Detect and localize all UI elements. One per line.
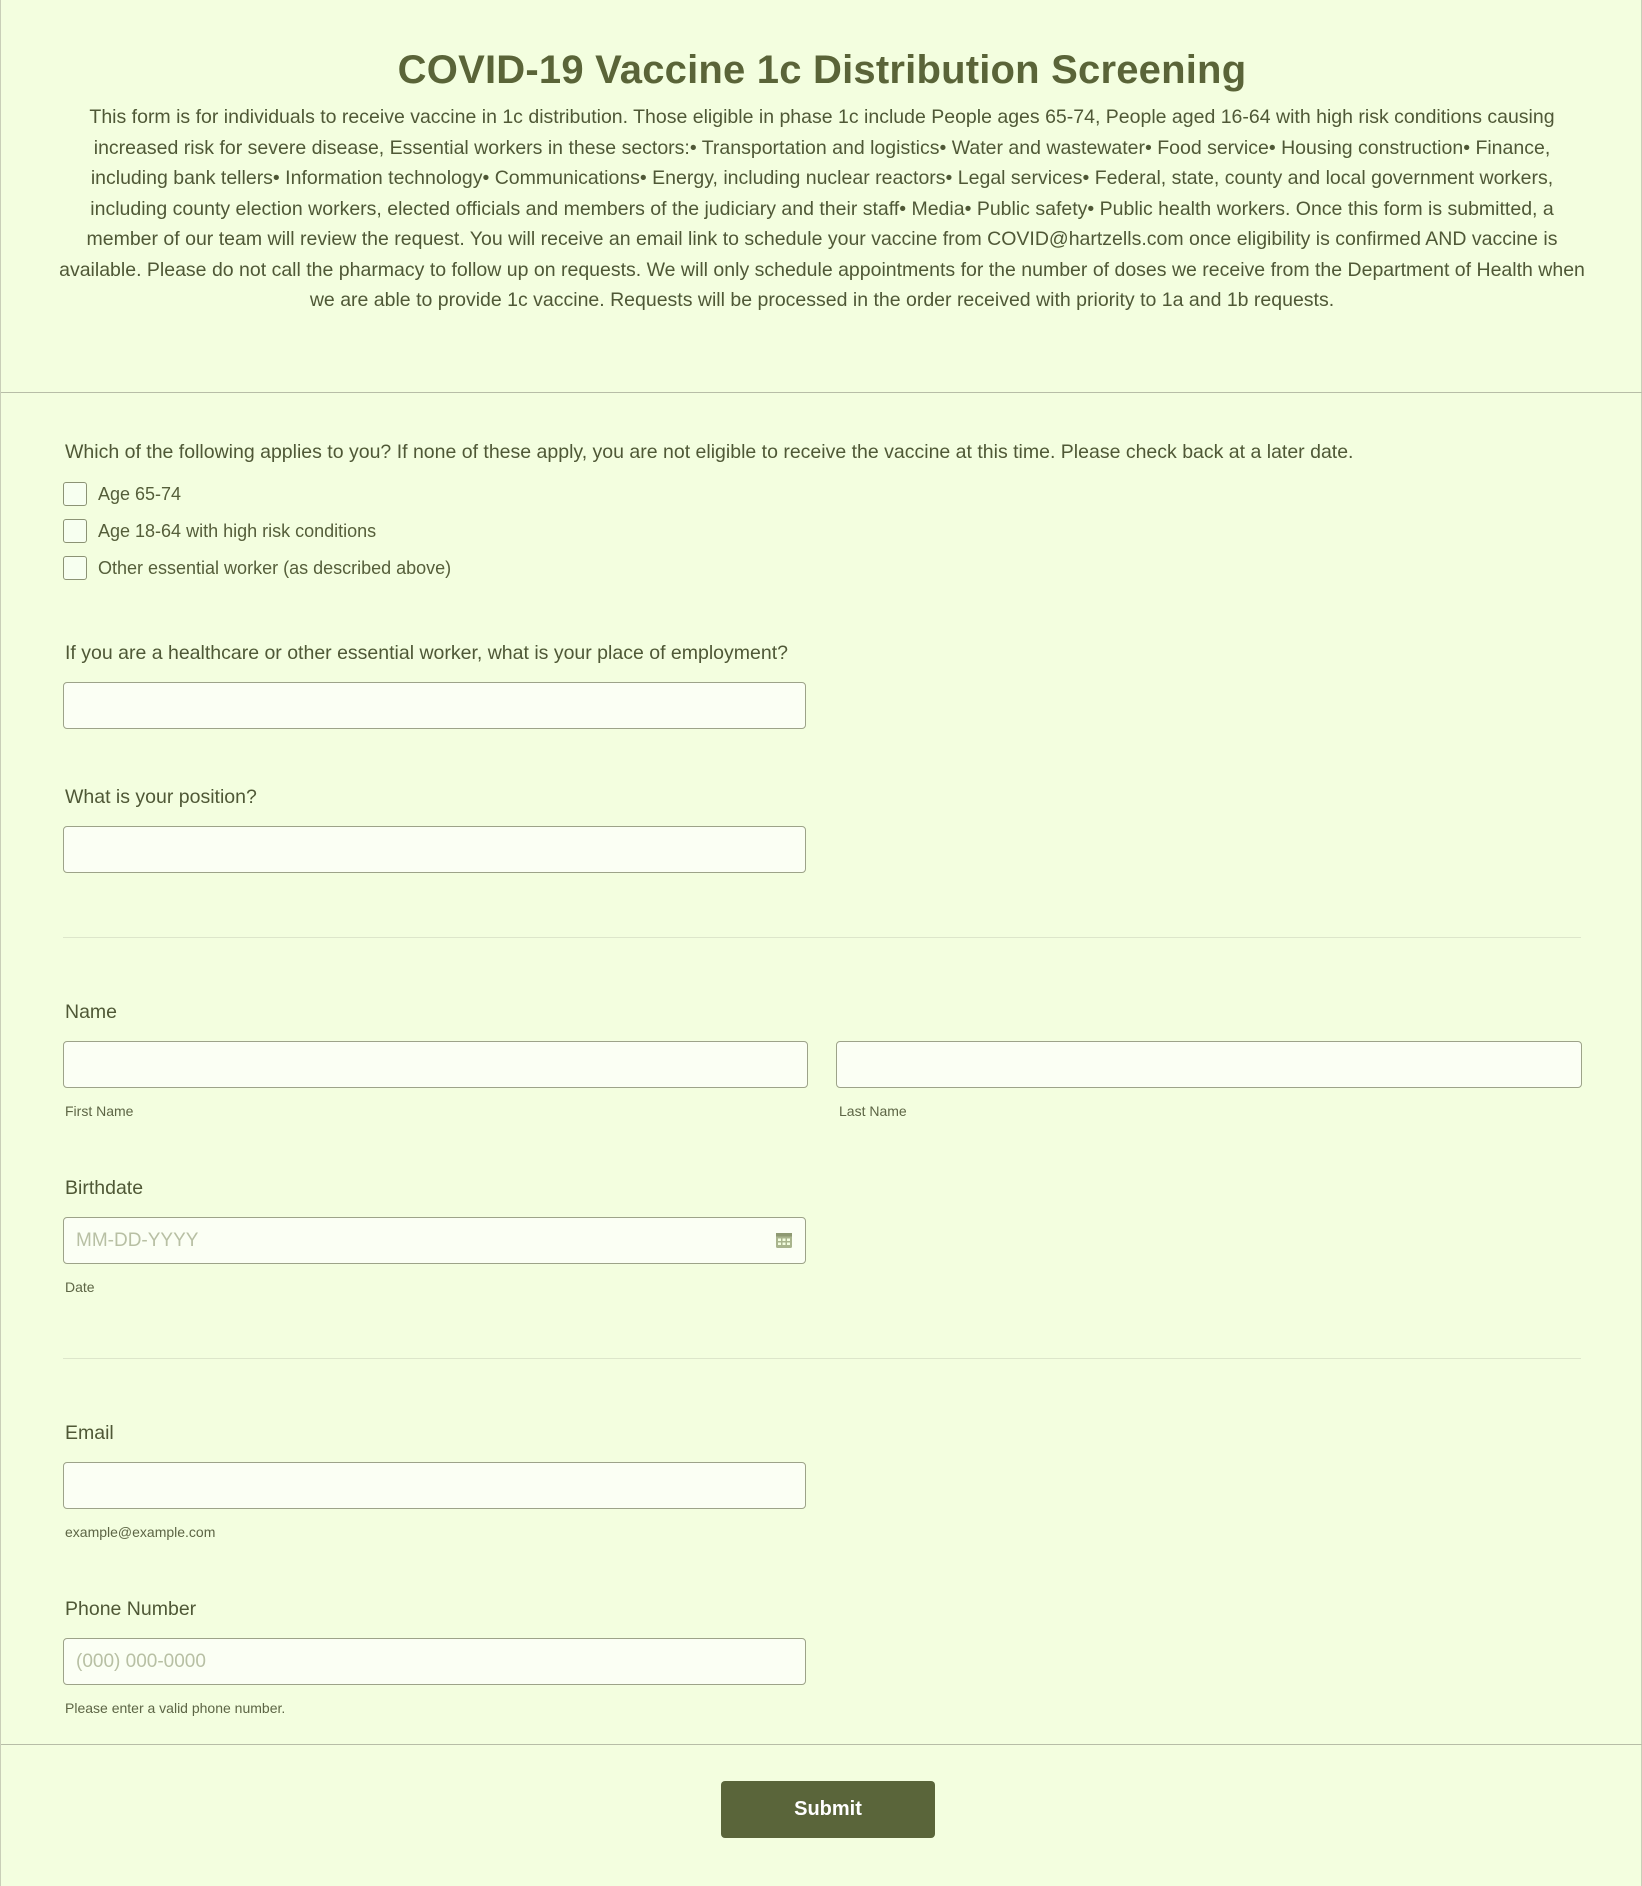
calendar-icon[interactable] (775, 1231, 793, 1249)
checkbox-label: Age 65-74 (98, 483, 182, 504)
last-name-input[interactable] (837, 1042, 1581, 1087)
checkbox[interactable] (63, 482, 87, 506)
section-divider (63, 1358, 1581, 1359)
last-name-sublabel: Last Name (839, 1103, 907, 1119)
employment-input-wrapper (63, 682, 806, 729)
phone-label: Phone Number (65, 1598, 197, 1620)
employment-label: If you are a healthcare or other essential worker, what is your place of employment? (65, 642, 788, 664)
email-wrapper (63, 1462, 806, 1509)
checkbox-option-age-65-74[interactable] (63, 481, 181, 507)
checkbox-label: Other essential worker (as described above) (98, 557, 452, 578)
email-input[interactable] (64, 1463, 805, 1508)
checkbox-option-essential-worker[interactable] (63, 555, 451, 581)
name-label: Name (65, 1001, 118, 1023)
phone-input[interactable] (64, 1639, 805, 1684)
email-label: Email (65, 1422, 114, 1444)
submit-button[interactable]: Submit (721, 1781, 935, 1838)
form-description: This form is for individuals to receive vaccine in 1c distribution. Those eligible in phase 1c include People ages 65-74, People aged 16-64 with high risk conditions causing increased risk for severe disease, Essential workers in these sectors:• Transportation and logistics• Water and wastewater• Food service• Housing construction• Finance, including bank tellers• Information technology• Communications• Energy, including nuclear reactors• Legal services• Federal, state, county and local government workers, including county election workers, elected officials and members of the judiciary and their staff• Media• Public safety• Public health workers. Once this form is submitted, a member of our team will review the request. You will receive an email link to schedule your vaccine from COVID@hartzells.com once eligibility is confirmed AND vaccine is available. Please do not call the pharmacy to follow up on requests. We will only schedule appointments for the number of doses we receive from the Department of Health when we are able to provide 1c vaccine. Requests will be processed in the order received with priority to 1a and 1b requests. (59, 106, 1585, 311)
employment-input[interactable] (64, 683, 805, 728)
eligibility-question: Which of the following applies to you? If none of these apply, you are not eligible to receive the vaccine at this time. Please check back at a later date. (65, 441, 1354, 463)
form-title: COVID-19 Vaccine 1c Distribution Screening (397, 48, 1247, 92)
first-name-wrapper (63, 1041, 808, 1088)
first-name-input[interactable] (64, 1042, 807, 1087)
form-header (1, 0, 1642, 393)
checkbox[interactable] (63, 519, 87, 543)
birthdate-sublabel: Date (65, 1279, 95, 1295)
birthdate-input[interactable] (64, 1218, 805, 1263)
phone-sublabel: Please enter a valid phone number. (65, 1700, 286, 1716)
section-divider (63, 937, 1581, 938)
position-input-wrapper (63, 826, 806, 873)
birthdate-wrapper (63, 1217, 806, 1264)
first-name-sublabel: First Name (65, 1103, 134, 1119)
birthdate-label: Birthdate (65, 1177, 144, 1199)
last-name-wrapper (836, 1041, 1582, 1088)
footer-divider (1, 1744, 1642, 1745)
phone-wrapper (63, 1638, 806, 1685)
position-input[interactable] (64, 827, 805, 872)
position-label: What is your position? (65, 786, 257, 808)
checkbox-option-high-risk[interactable] (63, 518, 376, 544)
checkbox-label: Age 18-64 with high risk conditions (98, 520, 377, 541)
checkbox[interactable] (63, 556, 87, 580)
email-sublabel: example@example.com (65, 1524, 216, 1540)
